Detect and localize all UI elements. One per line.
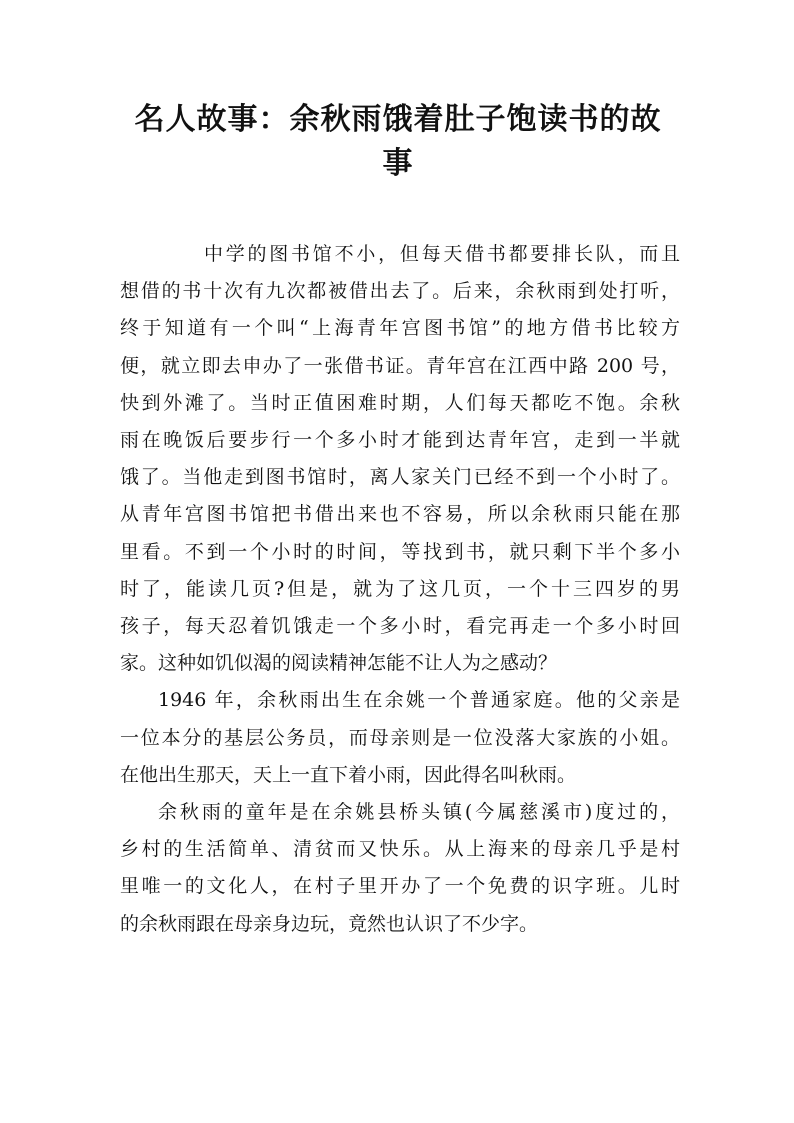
paragraph [120, 682, 680, 794]
text-line: 从青年宫图书馆把书借出来也不容易，所以余秋雨只能在那 [120, 503, 680, 526]
document-title [118, 98, 678, 186]
paragraph [120, 794, 680, 943]
paragraph [120, 236, 680, 682]
text-line: 快到外滩了。当时正值困难时期，人们每天都吃不饱。余秋 [120, 391, 680, 414]
text-line: 家。这种如饥似渴的阅读精神怎能不让人为之感动？ [120, 652, 558, 675]
text-line: 在他出生那天，天上一直下着小雨，因此得名叫秋雨。 [120, 763, 577, 786]
text-line: 里唯一的文化人，在村子里开办了一个免费的识字班。儿时 [120, 875, 680, 898]
text-line: 一位本分的基层公务员，而母亲则是一位没落大家族的小姐。 [120, 726, 680, 749]
title-line: 事 [382, 146, 414, 181]
text-line: 1946 年，余秋雨出生在余姚一个普通家庭。他的父亲是 [158, 689, 680, 712]
text-line: 想借的书十次有九次都被借出去了。后来，余秋雨到处打听， [120, 280, 680, 303]
document-body [120, 236, 680, 943]
text-line: 余秋雨的童年是在余姚县桥头镇(今属慈溪市)度过的， [158, 801, 680, 824]
text-line: 里看。不到一个小时的时间，等找到书，就只剩下半个多小 [120, 540, 680, 563]
text-line: 雨在晚饭后要步行一个多小时才能到达青年宫，走到一半就 [120, 429, 680, 452]
text-line: 饿了。当他走到图书馆时，离人家关门已经不到一个小时了。 [120, 466, 680, 489]
text-line: 的余秋雨跟在母亲身边玩，竟然也认识了不少字。 [120, 912, 539, 935]
text-line: 中学的图书馆不小，但每天借书都要排长队，而且 [204, 243, 680, 265]
text-line: 终于知道有一个叫“上海青年宫图书馆”的地方借书比较方 [120, 317, 680, 340]
text-line: 乡村的生活简单、清贫而又快乐。从上海来的母亲几乎是村 [120, 838, 680, 861]
title-line: 名人故事：余秋雨饿着肚子饱读书的故 [134, 102, 662, 137]
text-line: 孩子，每天忍着饥饿走一个多小时，看完再走一个多小时回 [120, 615, 680, 638]
text-line: 便，就立即去申办了一张借书证。青年宫在江西中路 200 号， [120, 354, 680, 377]
text-line: 时了，能读几页?但是，就为了这几页，一个十三四岁的男 [120, 577, 680, 600]
